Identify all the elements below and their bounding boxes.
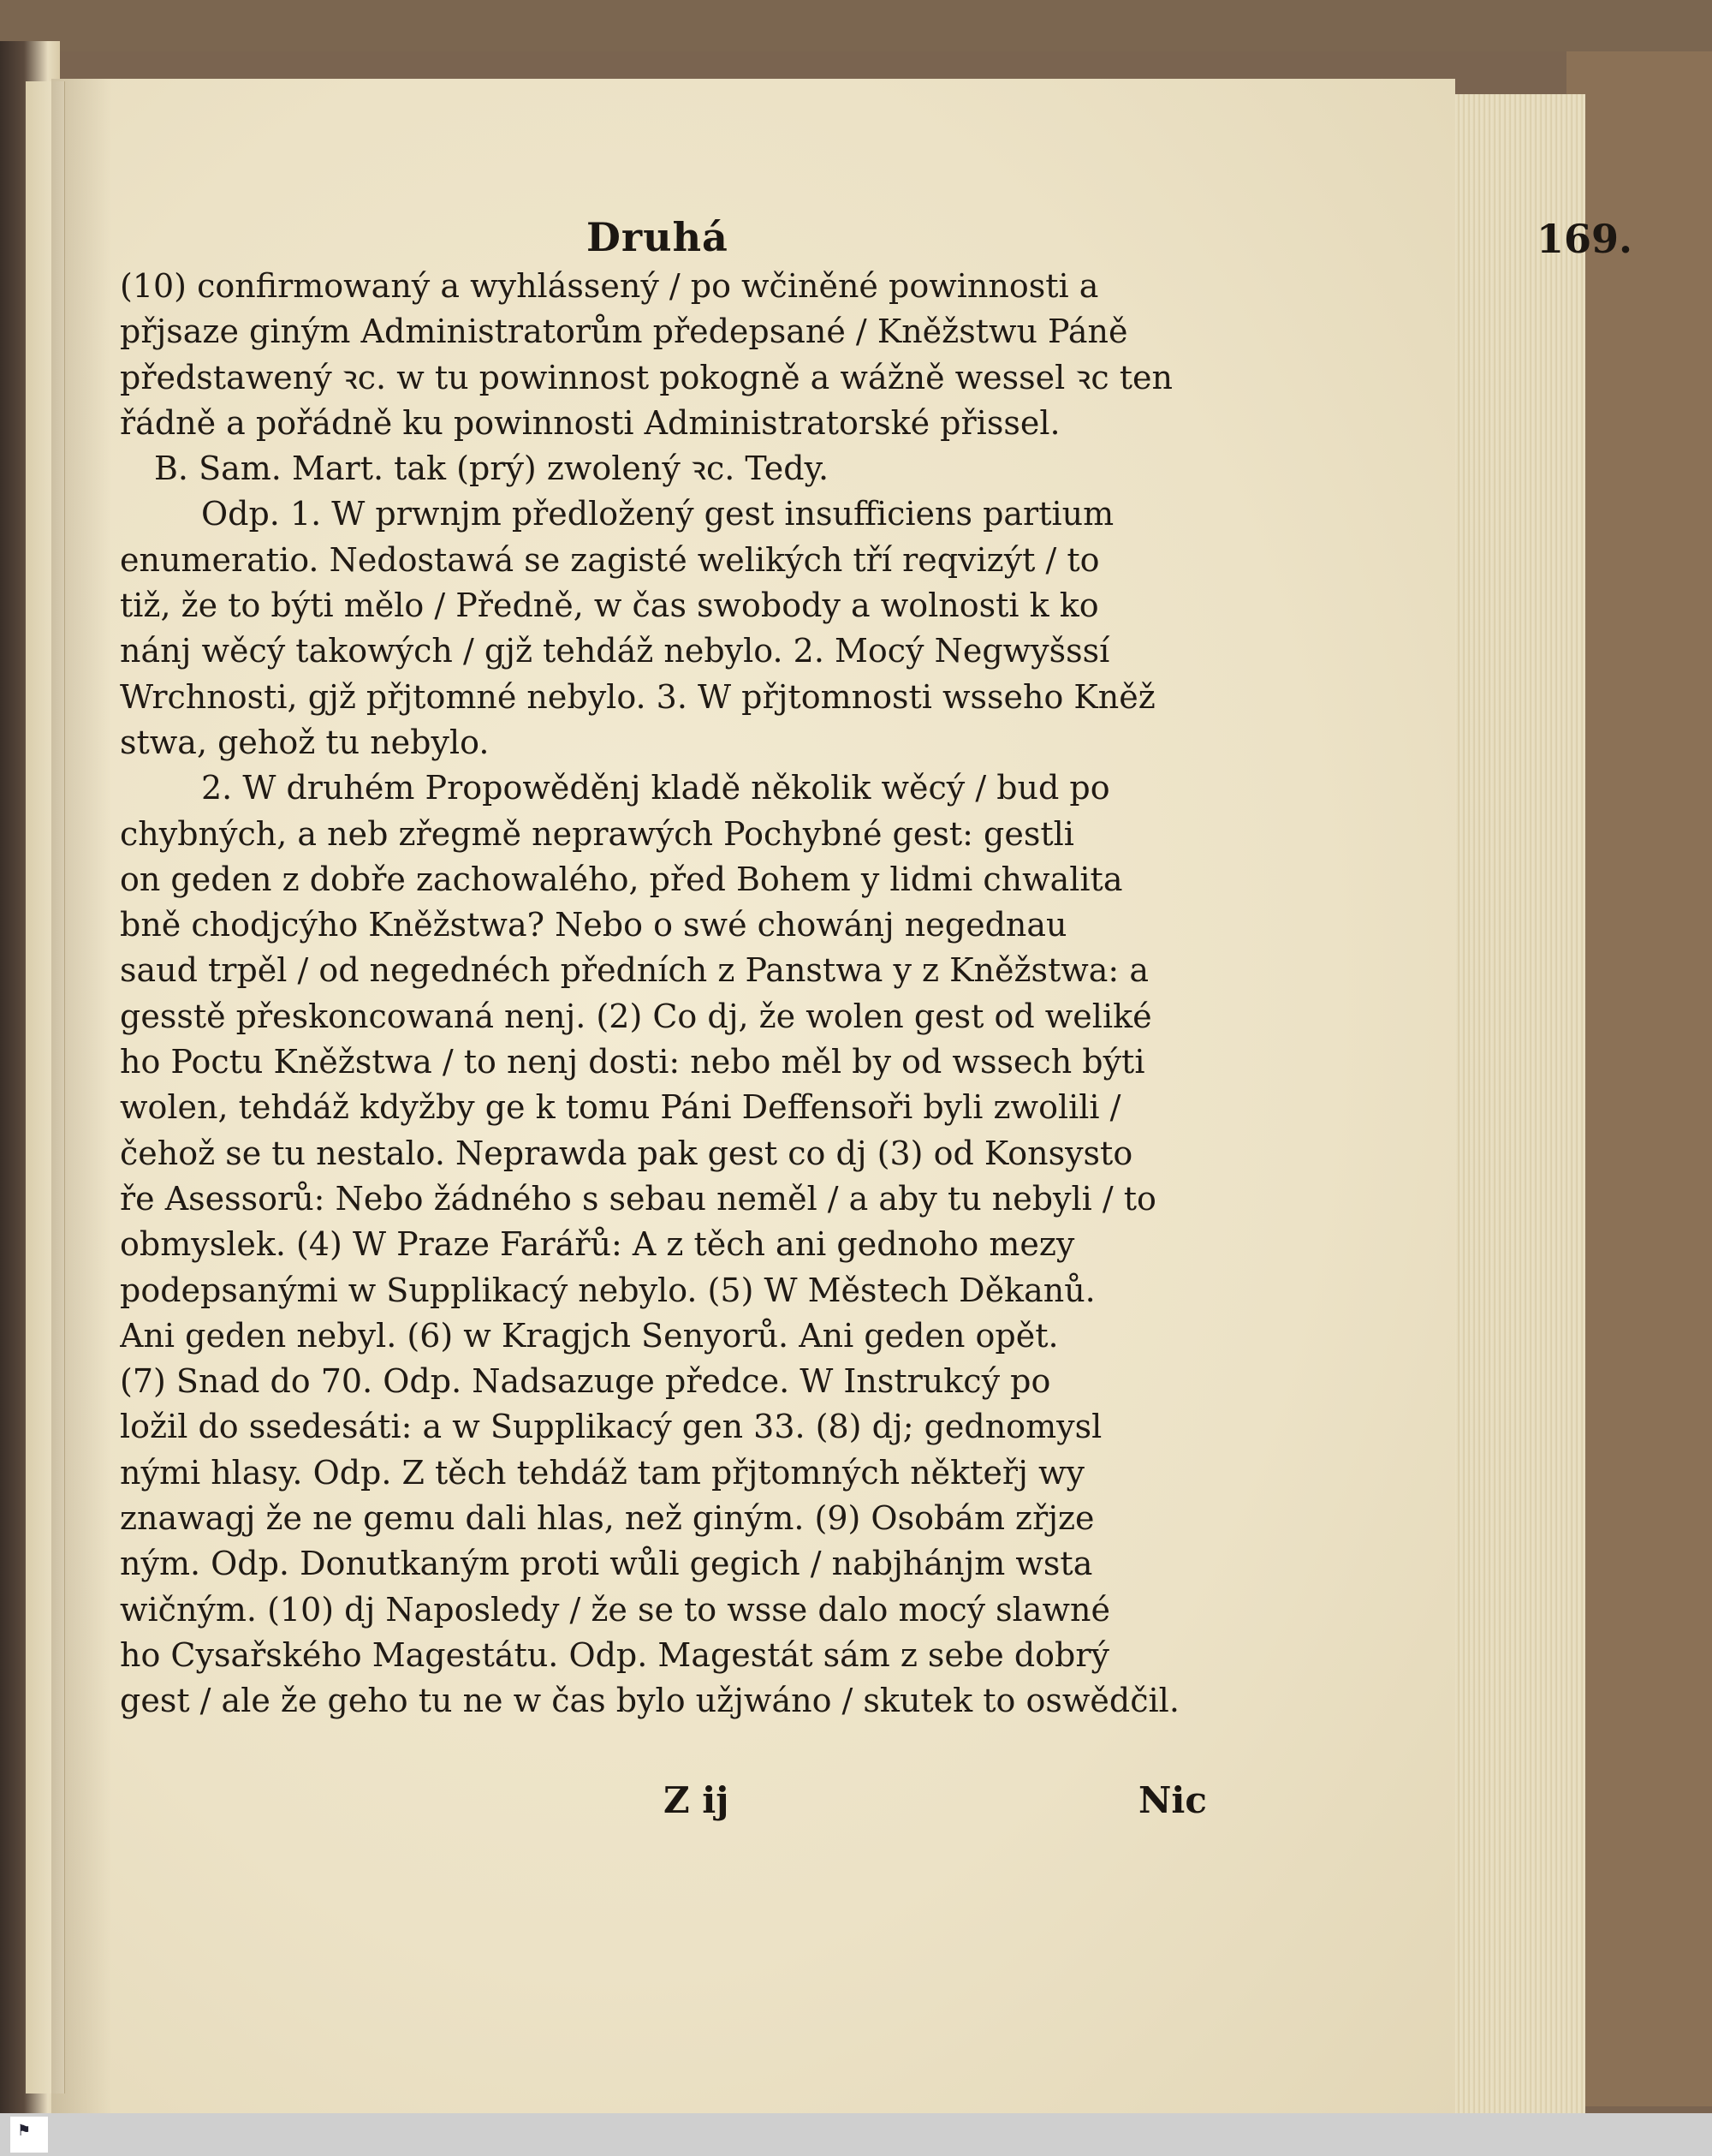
text-line: stwa, gehož tu nebylo.: [120, 723, 490, 761]
text-line: Ani geden nebyl. (6) w Kragjch Senyorů. Ani geden opět.: [120, 1316, 1059, 1355]
catchword: Nic: [1138, 1779, 1207, 1821]
text-line: Wrchnosti, gjž přjtomné nebylo. 3. W přjtomnosti wsseho Kněž: [120, 677, 1156, 716]
text-line: ho Poctu Kněžstwa / to nenj dosti: nebo měl by od wssech býti: [120, 1043, 1145, 1081]
text-line: obmyslek. (4) W Praze Farářů: A z těch ani gednoho mezy: [120, 1225, 1075, 1264]
text-line: Odp. 1. W prwnjm předložený gest insufficiens partium: [201, 495, 1115, 533]
text-line: podepsanými w Supplikacý nebylo. (5) W Městech Děkanů.: [120, 1271, 1096, 1309]
text-line: (7) Snad do 70. Odp. Nadsazuge předce. W Instrukcý po: [120, 1362, 1051, 1401]
library-logo-icon: ⚑: [10, 2117, 48, 2153]
text-line: řádně a pořádně ku powinnosti Administratorské přissel.: [120, 403, 1061, 442]
page-footer: [0, 1779, 1712, 1831]
text-line: tiž, že to býti mělo / Předně, w čas swobody a wolnosti k ko: [120, 587, 1099, 625]
text-line: ho Cysařského Magestátu. Odp. Magestát sám z sebe dobrý: [120, 1635, 1109, 1674]
signature-mark: Z ij: [663, 1779, 729, 1821]
text-line: bně chodjcýho Kněžstwa? Nebo o swé chowánj negednau: [120, 906, 1067, 944]
text-line: nánj wěcý takowých / gjž tehdáž nebylo. 2. Mocý Negwyšssí: [120, 632, 1110, 670]
text-line: wolen, tehdáž kdyžby ge k tomu Páni Deffensoři byli zwolili /: [120, 1088, 1121, 1127]
body-text: [120, 264, 1224, 1724]
text-line: ložil do ssedesáti: a w Supplikacý gen 33. (8) dj; gednomysl: [120, 1408, 1103, 1446]
text-line: předstawený ꝛc. w tu powinnost pokogně a wážně wessel ꝛc ten: [120, 358, 1173, 396]
text-line: on geden z dobře zachowalého, před Bohem y lidmi chwalita: [120, 860, 1123, 898]
text-line: znawagj že ne gemu dali hlas, než giným. (9) Osobám zřjze: [120, 1499, 1095, 1538]
text-line: nými hlasy. Odp. Z těch tehdáž tam přjtomných někteřj wy: [120, 1453, 1085, 1492]
text-line: gesstě přeskoncowaná nenj. (2) Co dj, že wolen gest od weliké: [120, 997, 1152, 1035]
text-line: ře Asessorů: Nebo žádného s sebau neměl / a aby tu nebyli / to: [120, 1179, 1156, 1218]
viewer-bottom-bar: [0, 2113, 1712, 2156]
text-line: chybných, a neb zřegmě neprawých Pochybné gest: gestli: [120, 814, 1074, 853]
page-number: 169.: [1537, 216, 1633, 262]
text-line: ným. Odp. Donutkaným proti wůli gegich / nabjhánjm wsta: [120, 1545, 1093, 1583]
text-line: B. Sam. Mart. tak (prý) zwolený ꝛc. Tedy.: [154, 450, 829, 488]
text-line: enumeratio. Nedostawá se zagisté welikých tří reqvizýt / to: [120, 540, 1100, 579]
text-line: přjsaze giným Administratorům předepsané / Kněžstwu Páně: [120, 313, 1128, 351]
book-top-edge: [0, 0, 1712, 51]
text-line: saud trpěl / od negednéch předních z Panstwa y z Kněžstwa: a: [120, 951, 1149, 990]
page-title: Druhá: [586, 214, 728, 260]
text-line: wičným. (10) dj Naposledy / že se to wsse dalo mocý slawné: [120, 1590, 1110, 1629]
text-line: (10) confirmowaný a wyhlássený / po wčiněné powinnosti a: [120, 267, 1099, 305]
text-line: čehož se tu nestalo. Neprawda pak gest co dj (3) od Konsysto: [120, 1134, 1133, 1172]
text-line: 2. W druhém Propowěděnj kladě několik wěcý / bud po: [201, 769, 1110, 807]
text-line: gest / ale že geho tu ne w čas bylo užjwáno / skutek to oswědčil.: [120, 1682, 1180, 1720]
